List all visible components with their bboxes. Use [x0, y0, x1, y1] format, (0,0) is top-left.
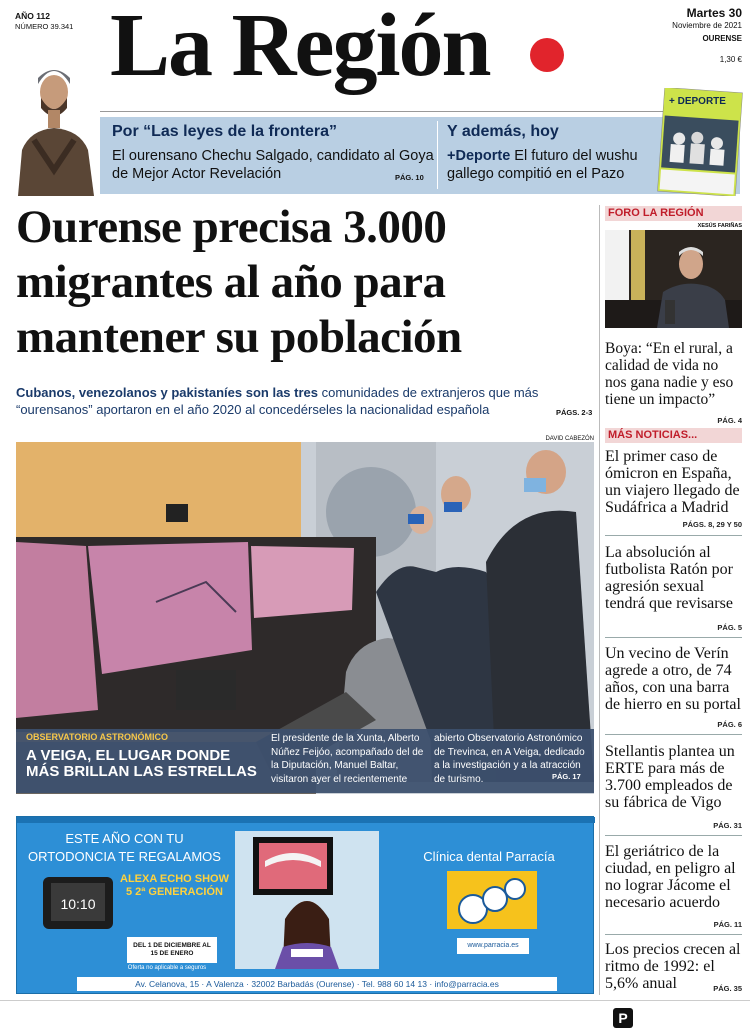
foro-photo — [605, 230, 742, 328]
news-item-3-page: PÁG. 6 — [717, 720, 742, 729]
news-item-1-page: PÁGS. 8, 29 Y 50 — [682, 520, 742, 529]
ad-product: ALEXA ECHO SHOW 5 2ª GENERACIÓN — [120, 873, 229, 898]
caption-page: PÁG. 17 — [552, 772, 581, 781]
edition-city: OURENSE — [702, 34, 742, 43]
teaser-left-kicker: Por “Las leyes de la frontera” — [112, 123, 337, 140]
teaser-left-text: El ourensano Chechu Salgado, candidato al Goya de Mejor Actor Revelación — [112, 148, 434, 182]
foro-credit: XESÚS FARIÑAS — [697, 223, 742, 229]
news-item-5[interactable]: El geriátrico de la ciudad, en peligro al no lograr Jácome el necesario acuerdo — [605, 843, 736, 911]
subtitle-bold: Cubanos, venezolanos y pakistaníes son las tres — [16, 385, 318, 400]
teaser-left-page: PÁG. 10 — [395, 173, 424, 182]
news-item-2-page: PÁG. 5 — [717, 623, 742, 632]
echo-show-device — [37, 871, 117, 933]
device-time: 10:10 — [60, 896, 96, 912]
caption-col1: El presidente de la Xunta, Alberto Núñez Feijóo, acompañado del de la Diputación, Manuel Baltar, visitaron ayer el recientemente — [271, 733, 424, 785]
ad-dates: DEL 1 DE DICIEMBRE AL 15 DE ENERO — [127, 937, 217, 963]
headline-page: PÁGS. 2-3 — [556, 408, 593, 417]
news-item-3[interactable]: Un vecino de Verín agrede a otro, de 74 años, con una barra de hierro en su portal — [605, 645, 741, 713]
dental-ad[interactable] — [16, 816, 594, 994]
footer-logo: P — [613, 1008, 633, 1028]
teaser-right-kicker: Y además, hoy — [447, 123, 559, 140]
logo-red-dot — [528, 36, 566, 74]
news-item-4[interactable]: Stellantis plantea un ERTE para más de 3.700 empleados de su fábrica de Vigo — [605, 743, 735, 811]
foro-page: PÁG. 4 — [717, 416, 742, 425]
ad-photo — [235, 831, 379, 969]
issue-number: NÚMERO 39.341 — [15, 22, 74, 31]
photo-caption — [16, 729, 594, 793]
newspaper-title: La Región — [110, 0, 490, 95]
ad-line2: ORTODONCIA TE REGALAMOS — [28, 849, 221, 864]
price: 1,30 € — [719, 55, 742, 64]
news-item-6-page: PÁG. 35 — [713, 984, 742, 993]
main-headline: Ourense precisa 3.000 migrantes al año para mantener su población — [16, 201, 462, 363]
headline-subtitle — [16, 384, 576, 418]
news-item-6[interactable]: Los precios crecen al ritmo de 1992: el 5,6% anual — [605, 941, 741, 992]
caption-title: A VEIGA, EL LUGAR DONDE MÁS BRILLAN LAS ESTRELLAS — [26, 747, 257, 780]
caption-kicker: OBSERVATORIO ASTRONÓMICO — [26, 732, 169, 742]
teaser-right-text — [447, 147, 657, 183]
news-item-1[interactable]: El primer caso de ómicron en España, un viajero llegado de Sudáfrica a Madrid — [605, 448, 740, 516]
date-day: Martes 30 — [686, 6, 742, 20]
foro-header: FORO LA REGIÓN — [605, 206, 742, 221]
clinic-address: Av. Celanova, 15 · A Valenza · 32002 Barbadás (Ourense) · Tel. 988 60 14 13 · info@parracia.es — [77, 977, 557, 991]
news-item-2[interactable]: La absolución al futbolista Ratón por agresión sexual tendrá que revisarse — [605, 544, 733, 612]
more-news-header: MÁS NOTICIAS... — [605, 428, 742, 443]
photo-credit: DAVID CABEZÓN — [545, 436, 594, 442]
newspaper-logo — [110, 0, 650, 96]
teaser-right-body: El futuro del wushu gallego compitió en el Pazo — [447, 148, 638, 182]
supplement-cover — [657, 88, 743, 196]
caption-col2: abierto Observatorio Astronómico de Trevinca, en A Veiga, dedicado a la investigación y a la atracción de turismo. — [434, 733, 585, 785]
news-item-4-page: PÁG. 31 — [713, 821, 742, 830]
teaser-right-tag: +Deporte — [447, 148, 511, 164]
ad-disclaimer: Oferta no aplicable a seguros — [127, 965, 207, 971]
clinic-logo — [447, 871, 537, 929]
year-label: AÑO 112 — [15, 11, 50, 21]
actor-photo — [8, 58, 100, 196]
news-item-5-page: PÁG. 11 — [713, 920, 742, 929]
subtitle-rest: comunidades de extranjeros que más “ourensanos” aportaron en el año 2020 al concedérseles la nacionalidad española — [16, 385, 539, 417]
clinic-web: www.parracia.es — [457, 938, 529, 954]
supplement-label: + DEPORTE — [669, 96, 726, 107]
foro-quote: Boya: “En el rural, a calidad de vida no nos gana nadie y eso tiene un impacto” — [605, 340, 734, 408]
ad-line1: ESTE AÑO CON TU — [65, 831, 184, 846]
date-month: Noviembre de 2021 — [672, 21, 742, 30]
clinic-name: Clínica dental Parracía — [423, 849, 555, 864]
